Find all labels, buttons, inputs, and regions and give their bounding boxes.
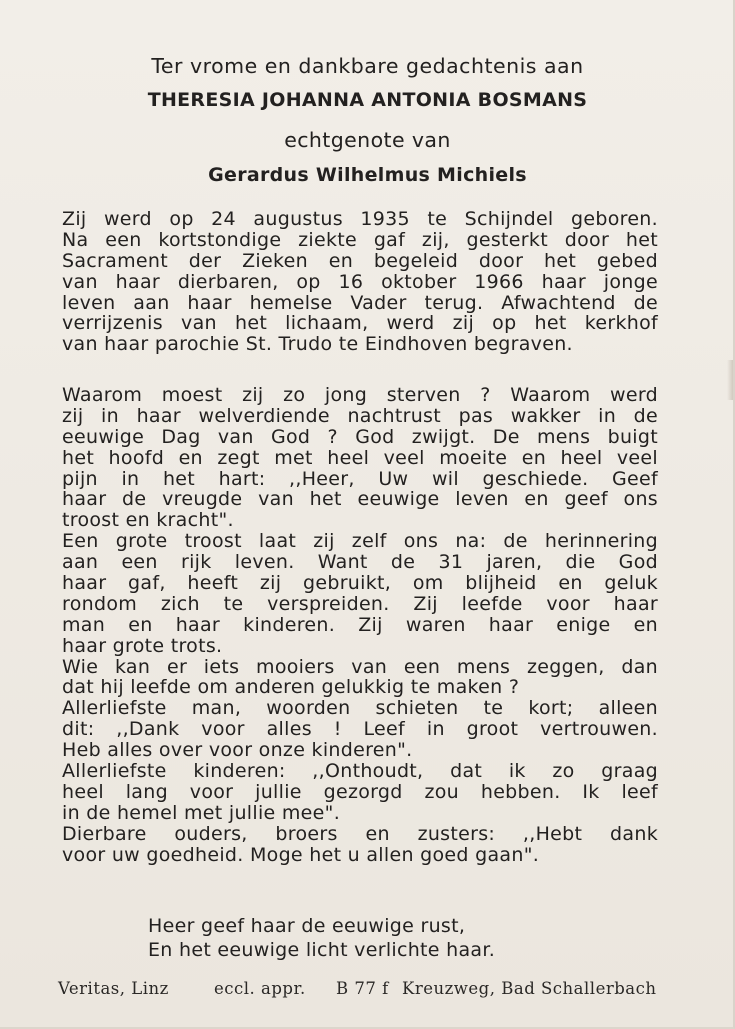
text-line: Zij werd op 24 augustus 1935 te Schijndel geboren.: [62, 208, 658, 230]
text-line: Heb alles over voor onze kinderen".: [62, 739, 413, 762]
text-line: leven aan haar hemelse Vader terug. Afwachtend de: [62, 291, 658, 314]
prayer-line: En het eeuwige licht verlichte haar.: [148, 939, 496, 961]
text-line: eeuwige Dag van God ? God zwijgt. De mens buigt: [62, 425, 658, 448]
footer-distributor: Kreuzweg, Bad Schallerbach: [402, 979, 657, 998]
deceased-name: THERESIA JOHANNA ANTONIA BOSMANS: [147, 89, 588, 111]
footer-code: B 77 f: [336, 979, 389, 998]
text-line: aan een rijk leven. Want de 31 jaren, die God: [62, 551, 658, 574]
text-line: het hoofd en zegt met heel veel moeite en heel veel: [62, 446, 658, 469]
text-line: Een grote troost laat zij zelf ons na: de herinnering: [62, 530, 658, 553]
text-line: in de hemel met jullie mee".: [62, 801, 341, 824]
footer-approval: eccl. appr.: [214, 979, 306, 998]
text-line: van haar dierbaren, op 16 oktober 1966 haar jonge: [62, 270, 658, 293]
text-line: dat hij leefde om anderen gelukkig te maken ?: [62, 676, 520, 699]
text-line: van haar parochie St. Trudo te Eindhoven begraven.: [62, 333, 573, 356]
text-line: haar de vreugde van het eeuwige leven en geef ons: [62, 488, 658, 511]
text-line: troost en kracht".: [62, 509, 234, 532]
text-line: Allerliefste kinderen: ,,Onthoudt, dat ik zo graag: [62, 760, 658, 783]
text-line: pijn in het hart: ,,Heer, Uw wil geschiede. Geef: [62, 467, 658, 490]
dedication-line: Ter vrome en dankbare gedachtenis aan: [151, 54, 584, 78]
text-line: voor uw goedheid. Moge het u allen goed gaan".: [62, 843, 540, 866]
text-line: dit: ,,Dank voor alles ! Leef in groot vertrouwen.: [62, 718, 658, 741]
husband-name: Gerardus Wilhelmus Michiels: [208, 164, 527, 186]
text-line: Waarom moest zij zo jong sterven ? Waarom werd: [62, 384, 658, 406]
text-line: Dierbare ouders, broers en zusters: ,,Hebt dank: [62, 822, 658, 845]
relation-line: echtgenote van: [284, 128, 451, 152]
closing-prayer: [148, 914, 495, 962]
text-line: rondom zich te verspreiden. Zij leefde voor haar: [62, 592, 658, 615]
text-line: Na een kortstondige ziekte gaf zij, gesterkt door het: [62, 228, 658, 251]
card-crease: [727, 360, 733, 400]
footer-printer: Veritas, Linz: [58, 979, 169, 998]
text-line: verrijzenis van het lichaam, werd zij op het kerkhof: [62, 312, 658, 335]
text-line: Wie kan er iets mooiers van een mens zeggen, dan: [62, 655, 658, 678]
text-line: Sacrament der Zieken en begeleid door het gebed: [62, 249, 658, 272]
biography-paragraph: [62, 209, 658, 355]
reflection-paragraph: [62, 385, 658, 865]
text-line: Allerliefste man, woorden schieten te kort; alleen: [62, 697, 658, 720]
text-line: haar grote trots.: [62, 634, 223, 657]
prayer-line: Heer geef haar de eeuwige rust,: [148, 915, 466, 937]
text-line: haar gaf, heeft zij gebruikt, om blijheid en geluk: [62, 572, 658, 595]
text-line: zij in haar welverdiende nachtrust pas wakker in de: [62, 404, 658, 427]
text-line: heel lang voor jullie gezorgd zou hebben. Ik leef: [62, 780, 658, 803]
text-line: man en haar kinderen. Zij waren haar enige en: [62, 613, 658, 636]
